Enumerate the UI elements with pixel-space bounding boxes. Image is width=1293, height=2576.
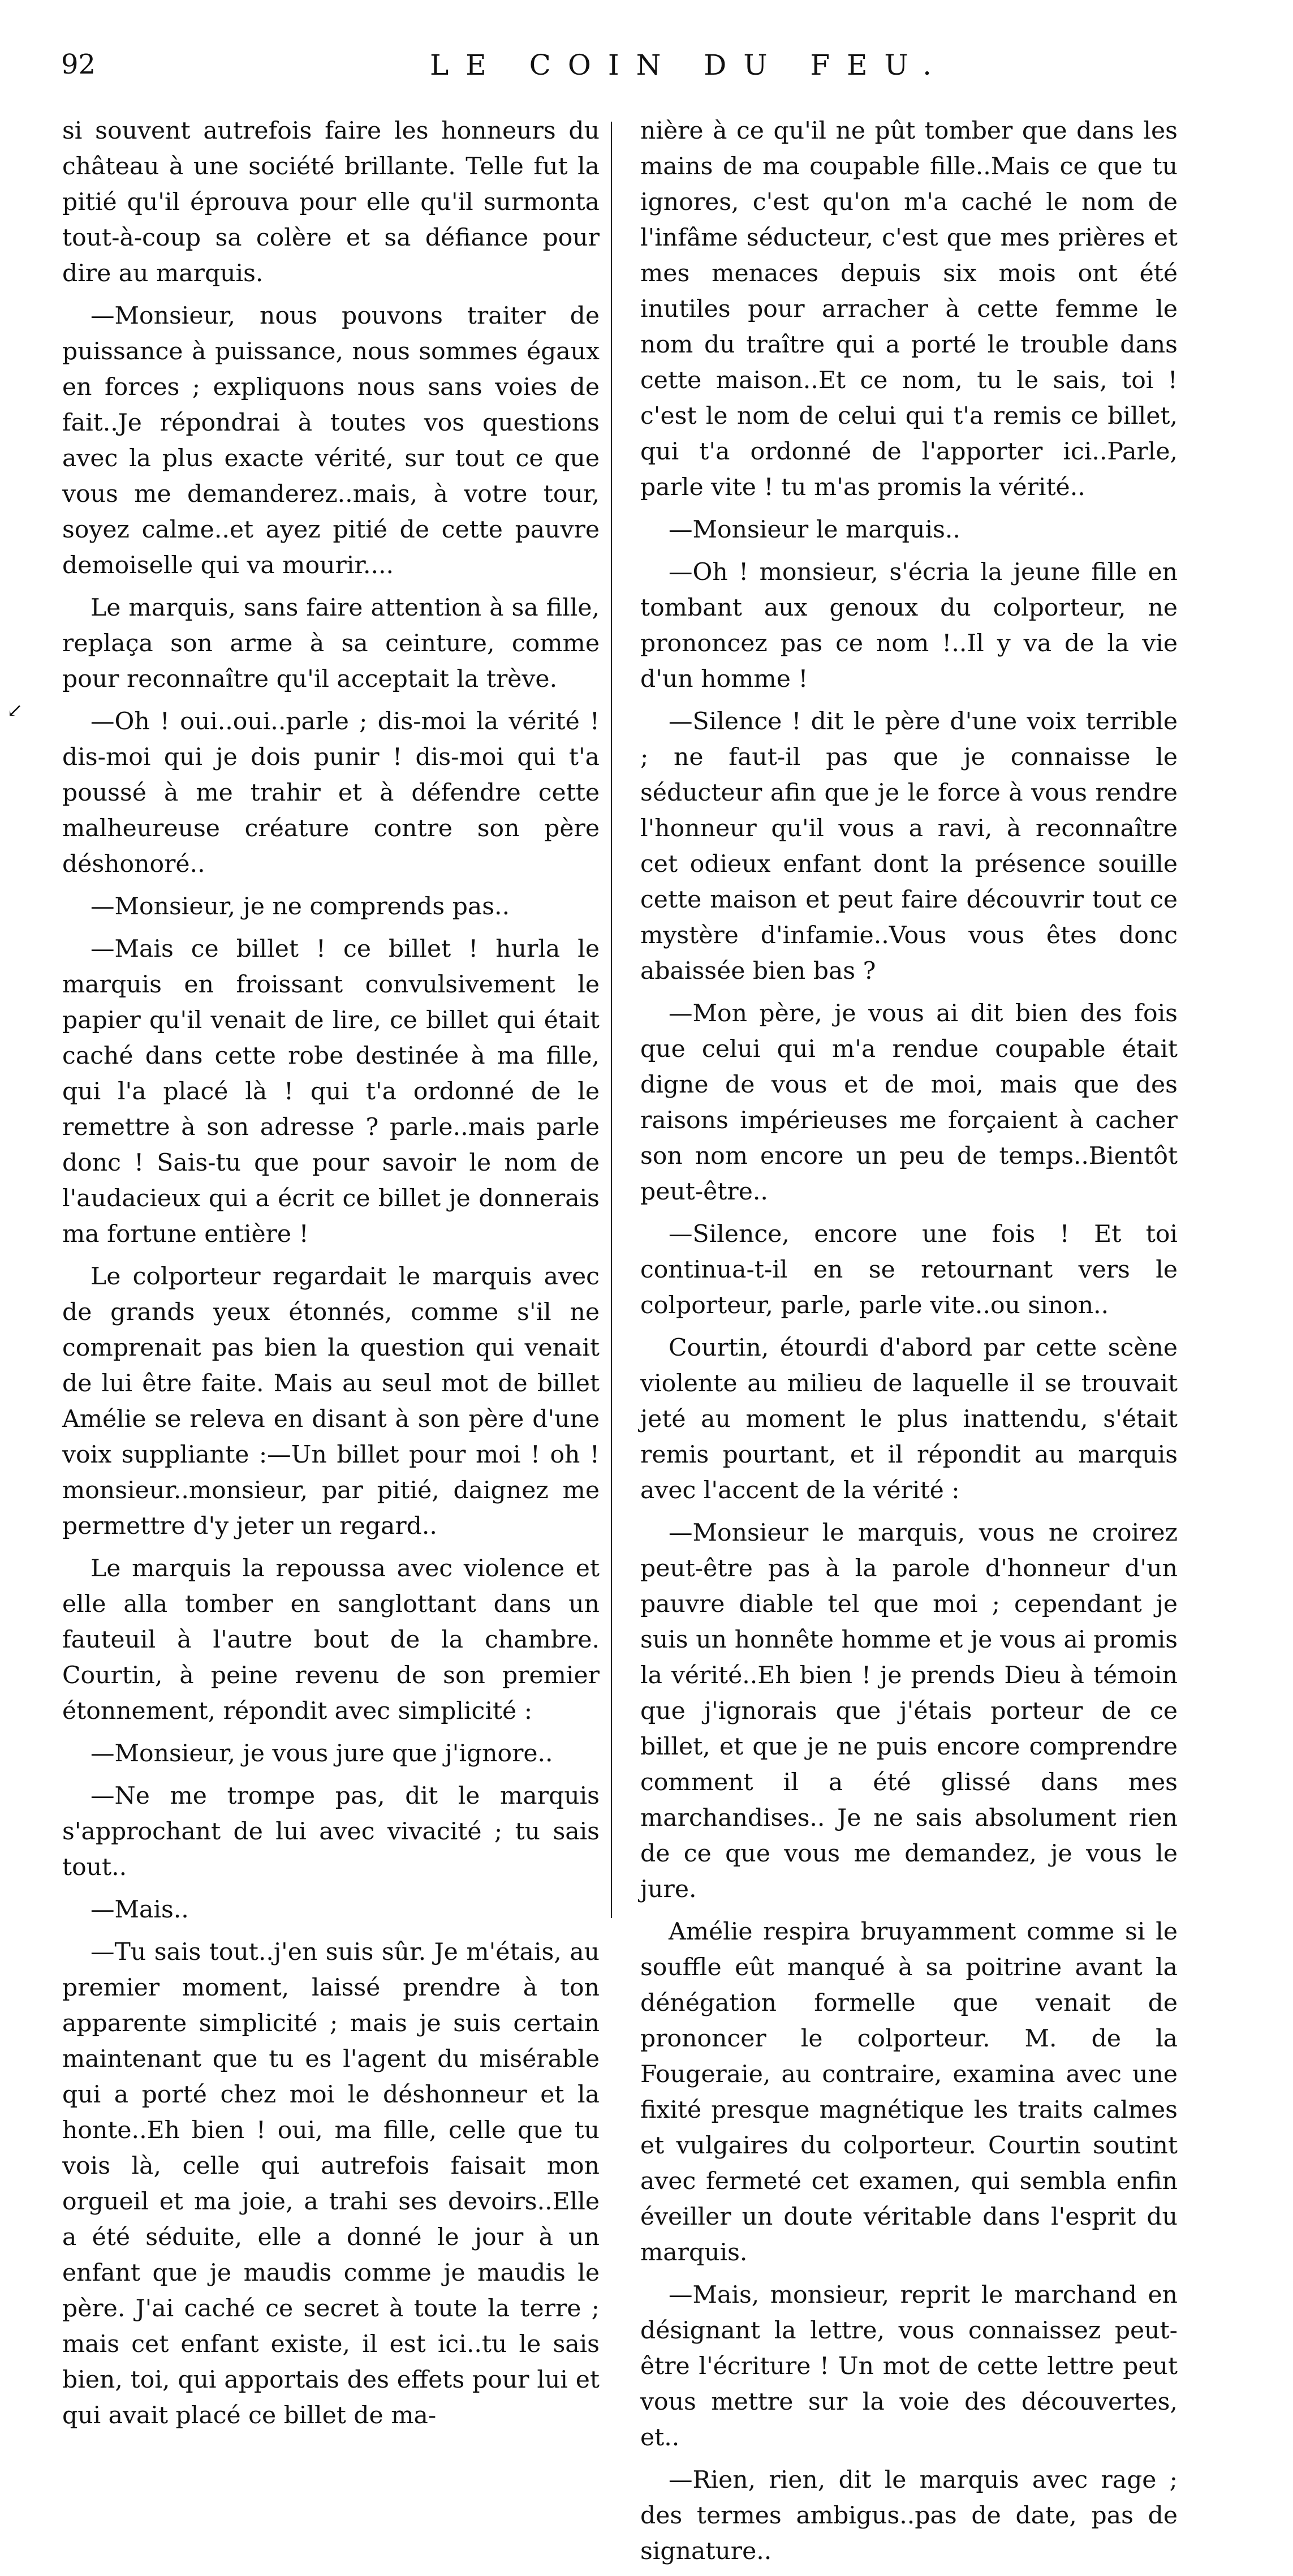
- paragraph: si souvent autrefois faire les honneurs du château à une société brillante. Telle fut la pitié qu'il éprouva pour elle qu'il surmonta tout-à-coup sa colère et sa défiance pour dire au marquis.: [62, 117, 600, 287]
- margin-mark: ↙: [7, 699, 23, 722]
- paragraph: —Rien, rien, dit le marquis avec rage ; des termes ambigus..pas de date, pas de signature..: [640, 2466, 1178, 2565]
- paragraph: —Ne me trompe pas, dit le marquis s'approchant de lui avec vivacité ; tu sais tout..: [62, 1782, 600, 1881]
- paragraph: —Mais..: [90, 1896, 189, 1924]
- paragraph: —Monsieur le marquis, vous ne croirez peut-être pas à la parole d'honneur d'un pauvre diable tel que moi ; cependant je suis un honnête homme et je vous ai promis la vérité..Eh bien ! je prends Dieu à témoin que j'ignorais que j'étais porteur de ce billet, et que je ne puis encore comprendre comment il a été glissé dans mes marchandises.. Je ne sais absolument rien de ce que vous me demandez, je vous le jure.: [640, 1519, 1178, 1903]
- paragraph: —Tu sais tout..j'en suis sûr. Je m'étais, au premier moment, laissé prendre à ton apparente simplicité ; mais je suis certain maintenant que tu es l'agent du misérable qui a porté chez moi le déshonneur et la honte..Eh bien ! oui, ma fille, celle que tu vois là, celle qui autrefois faisait mon orgueil et ma joie, a trahi ses devoirs..Elle a été séduite, elle a donné le jour à un enfant que je maudis comme je maudis le père. J'ai caché ce secret à toute la terre ; mais cet enfant existe, il est ici..tu le sais bien, toi, qui apportais des effets pour lui et qui avait placé ce billet de ma-: [62, 1938, 600, 2429]
- paragraph: Le colporteur regardait le marquis avec de grands yeux étonnés, comme s'il ne comprenait pas bien la question qui venait de lui être faite. Mais au seul mot de billet Amélie se releva en disant à son père d'une voix suppliante :—Un billet pour moi ! oh ! monsieur..monsieur, par pitié, daignez me permettre d'y jeter un regard..: [62, 1263, 600, 1540]
- page-number: 92: [61, 49, 96, 80]
- column-divider: [611, 122, 612, 1918]
- paragraph: —Oh ! oui..oui..parle ; dis-moi la vérité ! dis-moi qui je dois punir ! dis-moi qui t'a poussé à me trahir et à défendre cette malheureuse créature contre son père déshonoré..: [62, 708, 600, 878]
- right-column: [640, 113, 1178, 2576]
- paragraph: —Mais, monsieur, reprit le marchand en désignant la lettre, vous connaissez peut-être l'écriture ! Un mot de cette lettre peut vous mettre sur la voie des découvertes, et..: [640, 2281, 1178, 2452]
- paragraph: Le marquis la repoussa avec violence et elle alla tomber en sanglottant dans un fauteuil à l'autre bout de la chambre. Courtin, à peine revenu de son premier étonnement, répondit avec simplicité :: [62, 1555, 600, 1725]
- paragraph: —Silence, encore une fois ! Et toi continua-t-il en se retournant vers le colporteur, parle, parle vite..ou sinon..: [640, 1220, 1178, 1319]
- left-column: [62, 113, 600, 2440]
- paragraph: —Monsieur, je ne comprends pas..: [90, 893, 510, 921]
- running-title: LE COIN DU FEU.: [430, 49, 949, 81]
- paragraph: Le marquis, sans faire attention à sa fille, replaça son arme à sa ceinture, comme pour reconnaître qu'il acceptait la trève.: [62, 594, 600, 693]
- paragraph: —Silence ! dit le père d'une voix terrible ; ne faut-il pas que je connaisse le séducteur afin que je le force à vous rendre l'honneur qu'il vous a ravi, à reconnaître cet odieux enfant dont la présence souille cette maison et peut faire découvrir tout ce mystère d'infamie..Vous vous êtes donc abaissée bien bas ?: [640, 708, 1178, 985]
- paragraph: —Monsieur, je vous jure que j'ignore..: [90, 1740, 553, 1767]
- paragraph: —Monsieur, nous pouvons traiter de puissance à puissance, nous sommes égaux en forces ; expliquons nous sans voies de fait..Je répondrai à toutes vos questions avec la plus exacte vérité, sur tout ce que vous me demanderez..mais, à votre tour, soyez calme..et ayez pitié de cette pauvre demoiselle qui va mourir....: [62, 302, 600, 579]
- paragraph: —Oh ! monsieur, s'écria la jeune fille en tombant aux genoux du colporteur, ne prononcez pas ce nom !..Il y va de la vie d'un homme !: [640, 558, 1178, 693]
- paragraph: Courtin, étourdi d'abord par cette scène violente au milieu de laquelle il se trouvait jeté au moment le plus inattendu, s'était remis pourtant, et il répondit au marquis avec l'accent de la vérité :: [640, 1334, 1178, 1504]
- paragraph: —Mon père, je vous ai dit bien des fois que celui qui m'a rendue coupable était digne de vous et de moi, mais que des raisons impérieuses me forçaient à cacher son nom encore un peu de temps..Bientôt peut-être..: [640, 1000, 1178, 1206]
- paragraph: —Monsieur le marquis..: [669, 516, 960, 544]
- paragraph: nière à ce qu'il ne pût tomber que dans les mains de ma coupable fille..Mais ce que tu ignores, c'est qu'on m'a caché le nom de l'infâme séducteur, c'est que mes prières et mes menaces depuis six mois ont été inutiles pour arracher à cette femme le nom du traître qui a porté le trouble dans cette maison..Et ce nom, tu le sais, toi ! c'est le nom de celui qui t'a remis ce billet, qui t'a ordonné de l'apporter ici..Parle, parle vite ! tu m'as promis la vérité..: [640, 117, 1178, 501]
- page-header: [0, 49, 1293, 94]
- paragraph: —Mais ce billet ! ce billet ! hurla le marquis en froissant convulsivement le papier qu'il venait de lire, ce billet qui était caché dans cette robe destinée à ma fille, qui l'a placé là ! qui t'a ordonné de le remettre à son adresse ? parle..mais parle donc ! Sais-tu que pour savoir le nom de l'audacieux qui a écrit ce billet je donnerais ma fortune entière !: [62, 935, 600, 1248]
- paragraph: Amélie respira bruyamment comme si le souffle eût manqué à sa poitrine avant la dénégation formelle que venait de prononcer le colporteur. M. de la Fougeraie, au contraire, examina avec une fixité presque magnétique les traits calmes et vulgaires du colporteur. Courtin soutint avec fermeté cet examen, qui sembla enfin éveiller un doute véritable dans l'esprit du marquis.: [640, 1918, 1178, 2267]
